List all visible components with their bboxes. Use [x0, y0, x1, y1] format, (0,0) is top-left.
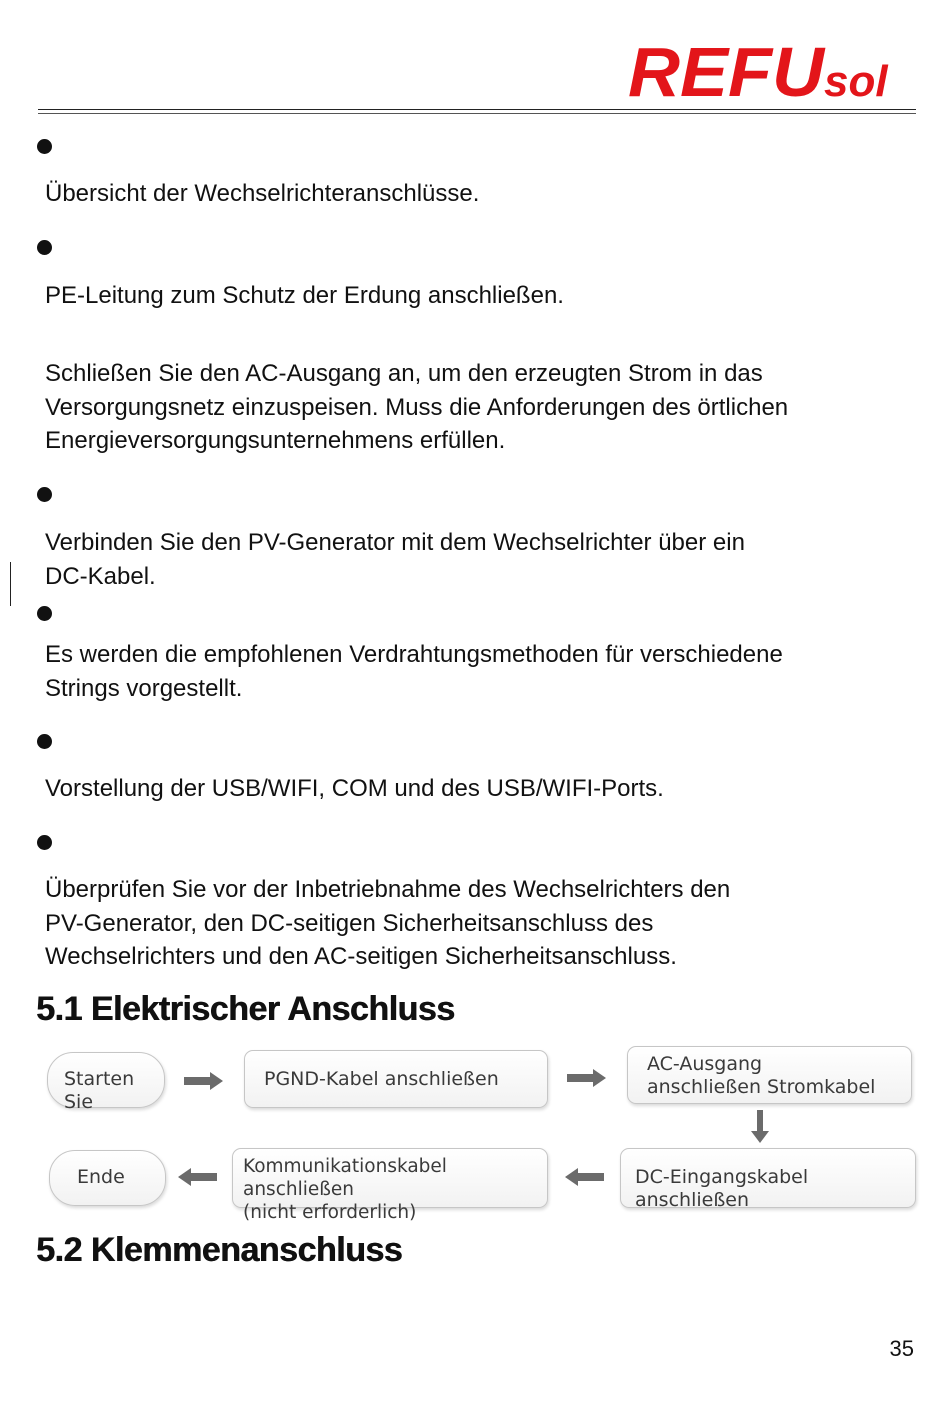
margin-change-bar [10, 562, 11, 606]
item-text: Vorstellung der USB/WIFI, COM und des USB/WIFI-Ports. [45, 775, 664, 802]
header-rule [38, 109, 916, 110]
bullet-icon [37, 487, 52, 502]
bullet-icon [37, 835, 52, 850]
section-heading-5-2: 5.2 Klemmenanschluss [36, 1231, 403, 1269]
arrow-left-icon [177, 1167, 217, 1187]
arrow-right-icon [567, 1068, 607, 1088]
flow-step-end: Ende [49, 1150, 166, 1206]
flow-step-ac: AC-Ausgang anschließen Stromkabel [627, 1046, 912, 1104]
bullet-icon [37, 240, 52, 255]
bullet-icon [37, 734, 52, 749]
arrow-left-icon [564, 1167, 604, 1187]
bullet-icon [37, 139, 52, 154]
arrow-right-icon [184, 1071, 224, 1091]
flow-step-comm: Kommunikationskabel anschließen (nicht erforderlich) [232, 1148, 548, 1208]
header-rule-thin [38, 113, 916, 114]
logo-main-text: REFU [628, 38, 826, 104]
item-text: Übersicht der Wechselrichteranschlüsse. [45, 180, 480, 207]
item-text: PE-Leitung zum Schutz der Erdung anschließen. [45, 282, 564, 309]
refusol-logo [628, 38, 908, 104]
flow-step-start: Starten Sie [47, 1052, 165, 1108]
page-number: 35 [889, 1336, 914, 1361]
bullet-icon [37, 606, 52, 621]
item-text: Schließen Sie den AC-Ausgang an, um den erzeugten Strom in das Versorgungsnetz einzuspeisen. Muss die Anforderungen des örtlichen Energieversorgungsunternehmens erfüllen. [45, 360, 789, 454]
item-text: Überprüfen Sie vor der Inbetriebnahme des Wechselrichters den PV-Generator, den DC-seitigen Sicherheitsanschluss des Wechselrichters und den AC-seitigen Sicherheitsanschluss. [45, 876, 731, 970]
logo-sub-text: sol [824, 57, 888, 104]
flow-step-pgnd: PGND-Kabel anschließen [244, 1050, 548, 1108]
section-heading-5-1: 5.1 Elektrischer Anschluss [36, 990, 455, 1028]
flow-step-dc: DC-Eingangskabel anschließen [620, 1148, 916, 1208]
arrow-down-icon [750, 1110, 770, 1144]
item-text: Es werden die empfohlenen Verdrahtungsmethoden für verschiedene Strings vorgestellt. [45, 641, 783, 702]
item-text: Verbinden Sie den PV-Generator mit dem Wechselrichter über ein DC-Kabel. [45, 529, 745, 590]
